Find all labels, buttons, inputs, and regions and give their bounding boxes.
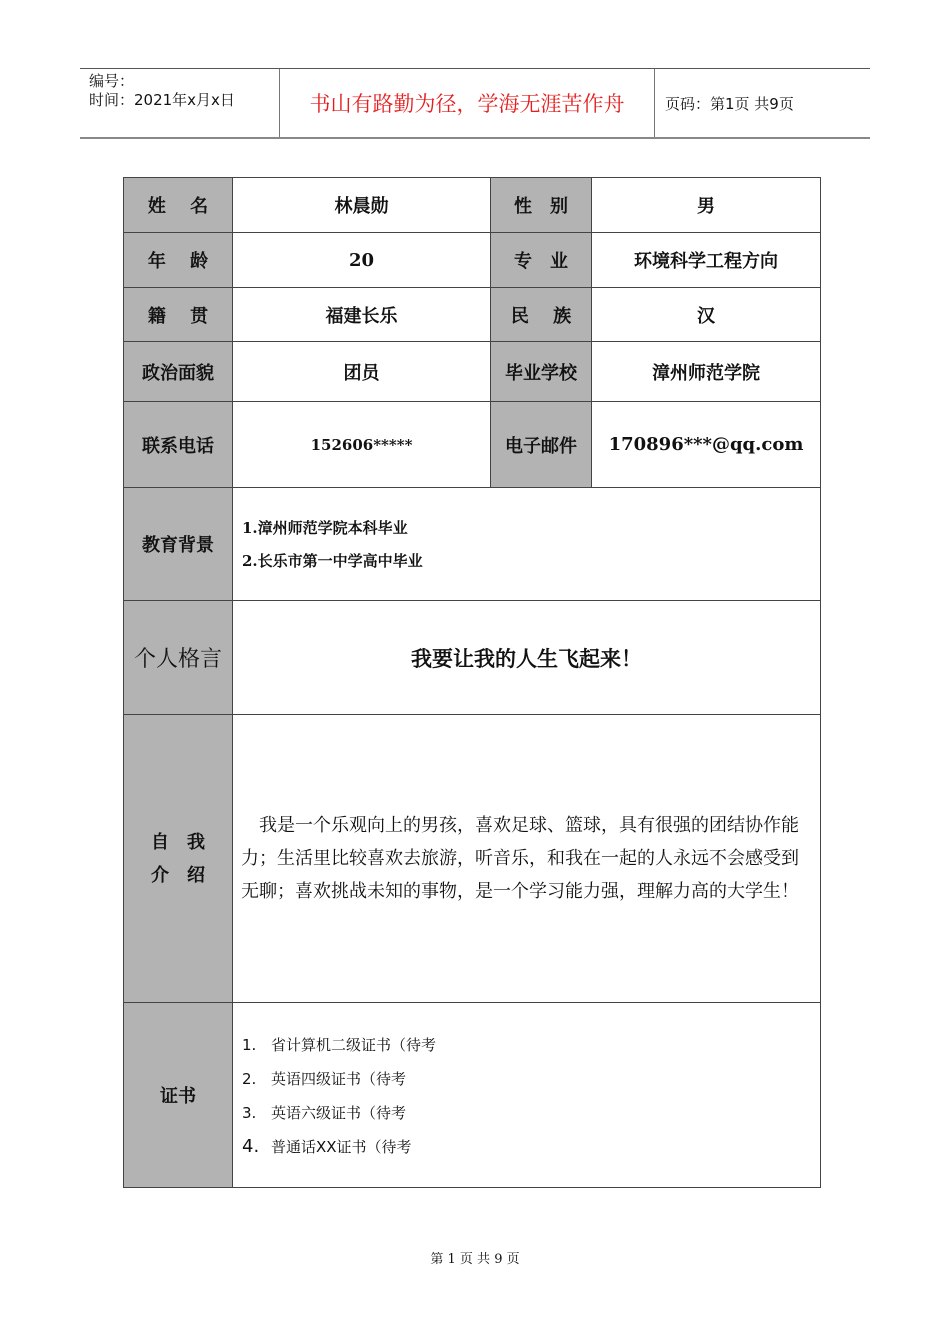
intro-label-line: 介 绍	[151, 864, 205, 886]
education-label: 教育背景	[124, 488, 233, 601]
cert-item: 4. 普通话XX证书（待考	[242, 1135, 412, 1157]
certs-label: 证书	[124, 1003, 233, 1188]
ethnic-value: 汉	[592, 288, 821, 342]
education-list	[233, 488, 821, 601]
cert-item: 2. 英语四级证书（待考	[242, 1069, 407, 1088]
school-label: 毕业学校	[491, 342, 592, 402]
header-motto: 书山有路勤为径，学海无涯苦作舟	[280, 69, 655, 137]
email-value: 170896***@qq.com	[592, 402, 821, 488]
page-footer: 第 1 页 共 9 页	[430, 1252, 520, 1267]
time-label: 时间：2021年x月x日	[89, 91, 235, 109]
major-label: 专 业	[491, 233, 592, 288]
header-meta	[80, 69, 280, 137]
name-label: 姓 名	[124, 178, 233, 233]
cert-item: 3. 英语六级证书（待考	[242, 1103, 407, 1122]
politics-label: 政治面貌	[124, 342, 233, 402]
header-page-info: 页码：第1页 共9页	[665, 94, 794, 113]
phone-label: 联系电话	[124, 402, 233, 488]
number-label: 编号：	[89, 72, 135, 90]
intro-text: 我是一个乐观向上的男孩，喜欢足球、篮球，具有很强的团结协作能力；生活里比较喜欢去旅游，听音乐，和我在一起的人永远不会感受到无聊；喜欢挑战未知的事物，是一个学习能力强，理解力高的大学生！	[233, 715, 821, 1003]
phone-value: 152606*****	[233, 402, 491, 488]
gender-value: 男	[592, 178, 821, 233]
origin-label: 籍 贯	[124, 288, 233, 342]
gender-label: 性 别	[491, 178, 592, 233]
education-item: 2.长乐市第一中学高中毕业	[242, 552, 423, 570]
politics-value: 团员	[233, 342, 491, 402]
name-value: 林晨勋	[233, 178, 491, 233]
intro-label-line: 自 我	[151, 831, 205, 853]
cert-item: 1. 省计算机二级证书（待考	[242, 1035, 437, 1054]
education-item: 1.漳州师范学院本科毕业	[242, 519, 408, 537]
ethnic-label: 民 族	[491, 288, 592, 342]
age-label: 年 龄	[124, 233, 233, 288]
school-value: 漳州师范学院	[592, 342, 821, 402]
email-label: 电子邮件	[491, 402, 592, 488]
page-header	[80, 68, 870, 139]
origin-value: 福建长乐	[233, 288, 491, 342]
certs-list	[233, 1003, 821, 1188]
major-value: 环境科学工程方向	[592, 233, 821, 288]
age-value: 20	[233, 233, 491, 288]
motto-label: 个人格言	[124, 601, 233, 715]
resume-table	[123, 177, 821, 1188]
motto-text: 我要让我的人生飞起来！	[233, 601, 821, 715]
intro-label	[124, 715, 233, 1003]
